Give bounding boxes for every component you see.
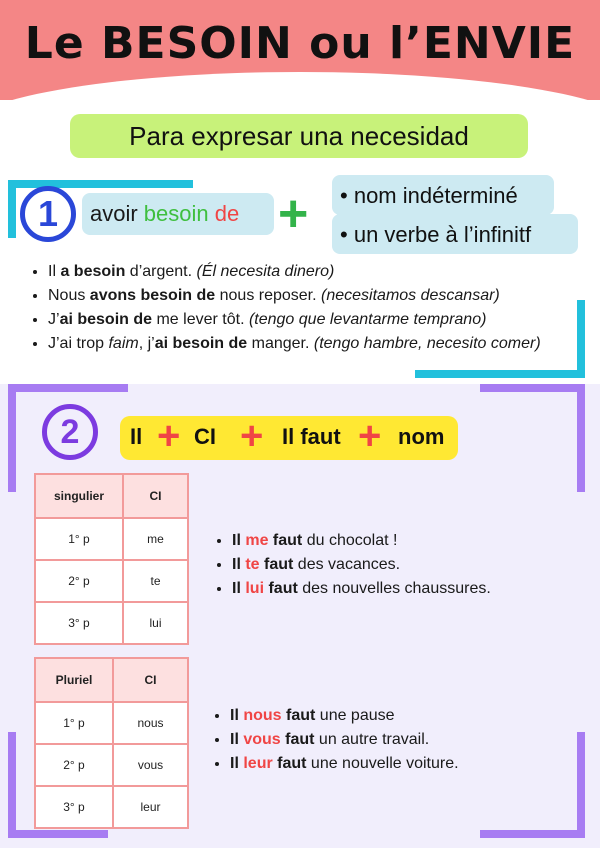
list-item [232,555,491,574]
section2-number-badge: 2 [42,404,98,460]
section2-frame-corner [8,384,16,492]
example-text: J’ai trop [48,335,109,352]
example-ci: te [245,556,260,573]
list-item [230,706,459,725]
section1-frame-top [8,180,193,188]
section1-frame-right [577,300,585,378]
example-translation: (Él necesita dinero) [196,263,335,280]
example-bold: ai besoin de [154,335,248,352]
list-item [48,286,541,305]
example-translation: (tengo hambre, necesito comer) [313,335,541,352]
section1-formula [90,201,239,227]
table-cell: lui [123,602,188,644]
section2-frame-corner [480,830,585,838]
table-row [35,560,188,602]
example-ci: me [245,532,269,549]
example-bold: avons besoin de [89,287,216,304]
formula-il-faut: Il faut [282,424,341,449]
example-text: une pause [315,707,395,724]
example-ci: leur [243,755,273,772]
section1-frame-left [8,180,16,238]
example-faut: faut [259,556,294,573]
example-faut: faut [281,707,316,724]
example-ci: lui [245,580,265,597]
table-cell: nous [113,702,188,744]
section2-frame-corner [8,384,128,392]
table-cell: 2° p [35,744,113,786]
example-translation: (necesitamos descansar) [321,287,500,304]
example-il: Il [232,556,246,573]
table-row [35,518,188,560]
table-header-row [35,474,188,518]
table-row [35,602,188,644]
example-text: me lever tôt. [152,311,249,328]
example-faut: faut [268,532,303,549]
table-header: CI [113,658,188,702]
example-italic: faim [108,335,139,352]
example-il: Il [230,731,244,748]
list-item [230,730,459,749]
example-il: Il [232,532,246,549]
table-header: CI [123,474,188,518]
section2-singular-examples [216,531,491,603]
list-item [232,531,491,550]
section2-frame-corner [480,384,585,392]
example-text: nous reposer. [215,287,322,304]
formula-de: de [208,201,240,226]
section2-frame-corner [8,732,16,838]
plus-icon: + [358,414,382,458]
formula-besoin: besoin [143,201,209,226]
example-text: des vacances. [293,556,401,573]
plural-table [34,657,189,829]
plus-icon: + [278,185,309,243]
table-cell: 2° p [35,560,123,602]
example-il: Il [230,707,244,724]
table-cell: leur [113,786,188,828]
option-2-text: un verbe à l’infinitf [353,222,532,247]
example-faut: faut [264,580,298,597]
example-il: Il [230,755,244,772]
formula-ci: CI [194,424,216,449]
example-translation: (tengo que levantarme temprano) [248,311,487,328]
table-cell: 1° p [35,518,123,560]
formula-nom: nom [398,424,445,449]
table-row [35,702,188,744]
plus-icon: + [157,414,181,458]
table-cell: te [123,560,188,602]
section2-plural-examples [214,706,459,778]
plus-icon: + [240,414,264,458]
table-cell: vous [113,744,188,786]
table-cell: 3° p [35,786,113,828]
table-row [35,744,188,786]
option-1: • nom indéterminé [340,183,518,208]
example-text: des nouvelles chaussures. [297,580,491,597]
list-item [230,754,459,773]
formula-avoir: avoir [90,201,144,226]
example-text: d’argent. [125,263,197,280]
example-faut: faut [272,755,307,772]
section2-frame-corner [577,732,585,838]
list-item [232,579,491,598]
table-header-row [35,658,188,702]
example-text: J’ [48,311,60,328]
table-row [35,786,188,828]
list-item [48,310,541,329]
example-bold: a besoin [60,263,126,280]
list-item [48,334,541,353]
section1-number-badge: 1 [20,186,76,242]
example-text: du chocolat ! [302,532,398,549]
table-header: Pluriel [35,658,113,702]
table-header: singulier [35,474,123,518]
example-faut: faut [280,731,315,748]
example-text: , j’ [138,335,155,352]
example-text: un autre travail. [314,731,430,748]
example-text: Nous [48,287,90,304]
section1-frame-bottom [415,370,585,378]
table-cell: 3° p [35,602,123,644]
section2-frame-corner [577,384,585,492]
table-cell: 1° p [35,702,113,744]
section2-frame-corner [8,830,108,838]
subtitle: Para expresar una necesidad [129,121,469,151]
example-bold: ai besoin de [59,311,153,328]
section1-example-list [34,262,541,358]
list-item [48,262,541,281]
example-text: Il [48,263,61,280]
example-text: une nouvelle voiture. [306,755,459,772]
example-ci: vous [243,731,281,748]
example-ci: nous [243,707,282,724]
example-text: manger. [247,335,314,352]
option-1-text: nom indéterminé [353,183,518,208]
page-title: Le BESOIN ou l’ENVIE [24,18,576,69]
example-il: Il [232,580,246,597]
formula-il: Il [130,424,143,449]
table-cell: me [123,518,188,560]
singular-table [34,473,189,645]
option-2: • un verbe à l’infinitf [340,222,532,247]
